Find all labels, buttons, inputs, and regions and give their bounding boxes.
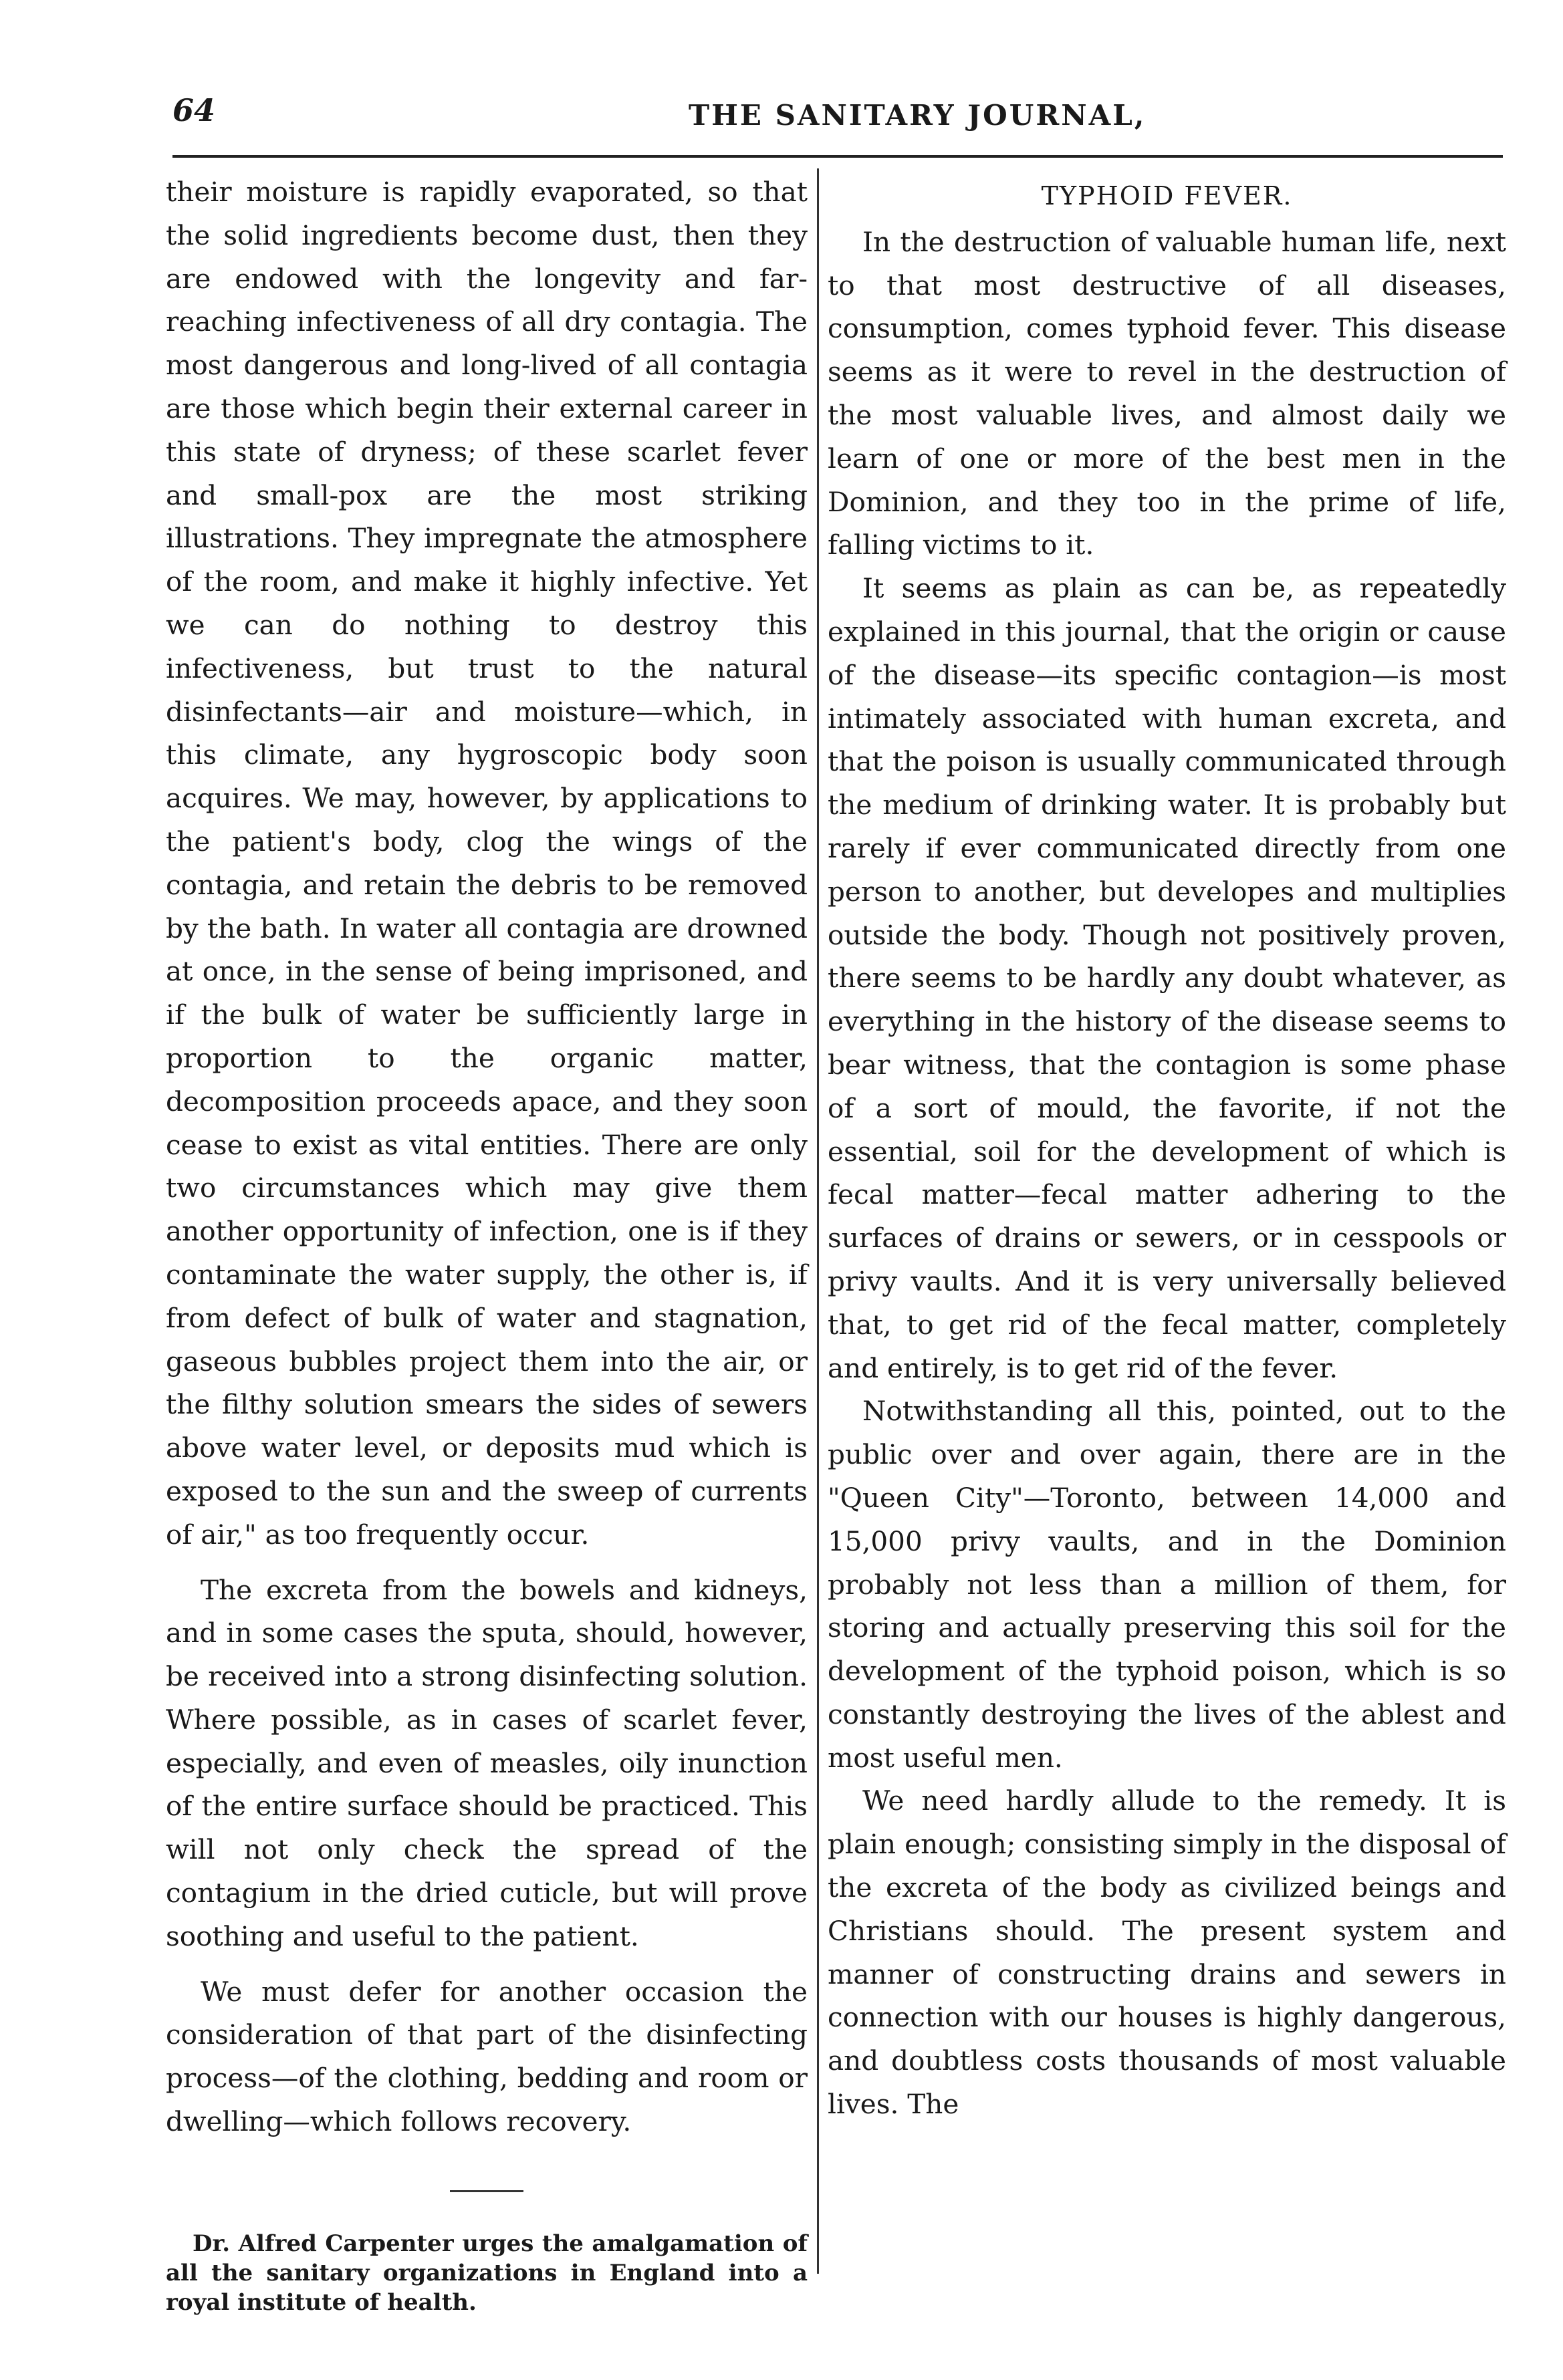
- footnote-item: Dr. Alfred Carpenter urges the amalgamation of all the sanitary organizations in England into a royal institute of health.: [166, 2230, 808, 2316]
- section-title: TYPHOID FEVER.: [1041, 181, 1293, 211]
- right-paragraph-1: In the destruction of valuable human life, next to that most destructive of all diseases, consumption, comes typhoid fever. This disease seems as it were to revel in the destruction of the most valuable lives, and almost daily we learn of one or more of the best men in the Dominion, and they too in the prime of life, falling victims to it.: [828, 225, 1506, 561]
- page-number: 64: [172, 92, 216, 128]
- left-paragraph-2: The excreta from the bowels and kidneys, and in some cases the sputa, should, however, be received into a strong disinfecting solution. Where possible, as in cases of scarlet fever, especially, and even of measles, oily inunction of the entire surface should be practiced. This will not only check the spread of the contagium in the dried cuticle, but will prove soothing and useful to the patient.: [166, 1573, 808, 1952]
- column-divider: [817, 168, 819, 2274]
- right-paragraph-2: It seems as plain as can be, as repeatedly explained in this journal, that the origin or cause of the disease—its specific contagion—is most intimately associated with human excreta, and that the poison is usually communicated through the medium of drinking water. It is probably but rarely if ever communicated directly from one person to another, but developes and multiplies outside the body. Though not positively proven, there seems to be hardly any doubt whatever, as everything in the history of the disease seems to bear witness, that the contagion is some phase of a sort of mould, the favorite, if not the essential, soil for the development of which is fecal matter—fecal matter adhering to the surfaces of drains or sewers, or in cesspools or privy vaults. And it is very universally believed that, to get rid of the fecal matter, completely and entirely, is to get rid of the fever.: [828, 572, 1506, 1384]
- right-column: [828, 170, 1506, 2126]
- running-head: THE SANITARY JOURNAL,: [689, 99, 1147, 132]
- separator-rule: [450, 2190, 523, 2192]
- right-paragraph-3: Notwithstanding all this, pointed, out to the public over and over again, there are in the "Queen City"—Toronto, between 14,000 and 15,000 privy vaults, and in the Dominion probably not less than a million of them, for storing and actually preserving this soil for the development of the typhoid poison, which is so constantly destroying the lives of the ablest and most useful men.: [828, 1395, 1506, 1774]
- left-paragraph-1: their moisture is rapidly evaporated, so that the solid ingredients become dust, then they are endowed with the longevity and far-reaching infectiveness of all dry contagia. The most dangerous and long-lived of all contagia are those which begin their external career in this state of dryness; of these scarlet fever and small-pox are the most striking illustrations. They impregnate the atmosphere of the room, and make it highly infective. Yet we can do nothing to destroy this infectiveness, but trust to the natural disinfectants—air and moisture—which, in this climate, any hygroscopic body soon acquires. We may, however, by applications to the patient's body, clog the wings of the contagia, and retain the debris to be removed by the bath. In water all contagia are drowned at once, in the sense of being imprisoned, and if the bulk of water be sufficiently large in proportion to the organic matter, decomposition proceeds apace, and they soon cease to exist as vital entities. There are only two circumstances which may give them another opportunity of infection, one is if they contaminate the water supply, the other is, if from defect of bulk of water and stagnation, gaseous bubbles project them into the air, or the filthy solution smears the sides of sewers above water level, or deposits mud which is exposed to the sun and the sweep of currents of air," as too frequently occur.: [166, 176, 808, 1551]
- header-rule: [172, 155, 1503, 158]
- left-paragraph-3: We must defer for another occasion the consideration of that part of the disinfecting process—of the clothing, bedding and room or dwelling—which follows recovery.: [166, 1975, 808, 2138]
- left-column: [166, 170, 808, 2317]
- right-paragraph-4: We need hardly allude to the remedy. It is plain enough; consisting simply in the disposal of the excreta of the body as civilized beings and Christians should. The present system and manner of constructing drains and sewers in connection with our houses is highly dangerous, and doubtless costs thousands of most valuable lives. The: [828, 1784, 1506, 2121]
